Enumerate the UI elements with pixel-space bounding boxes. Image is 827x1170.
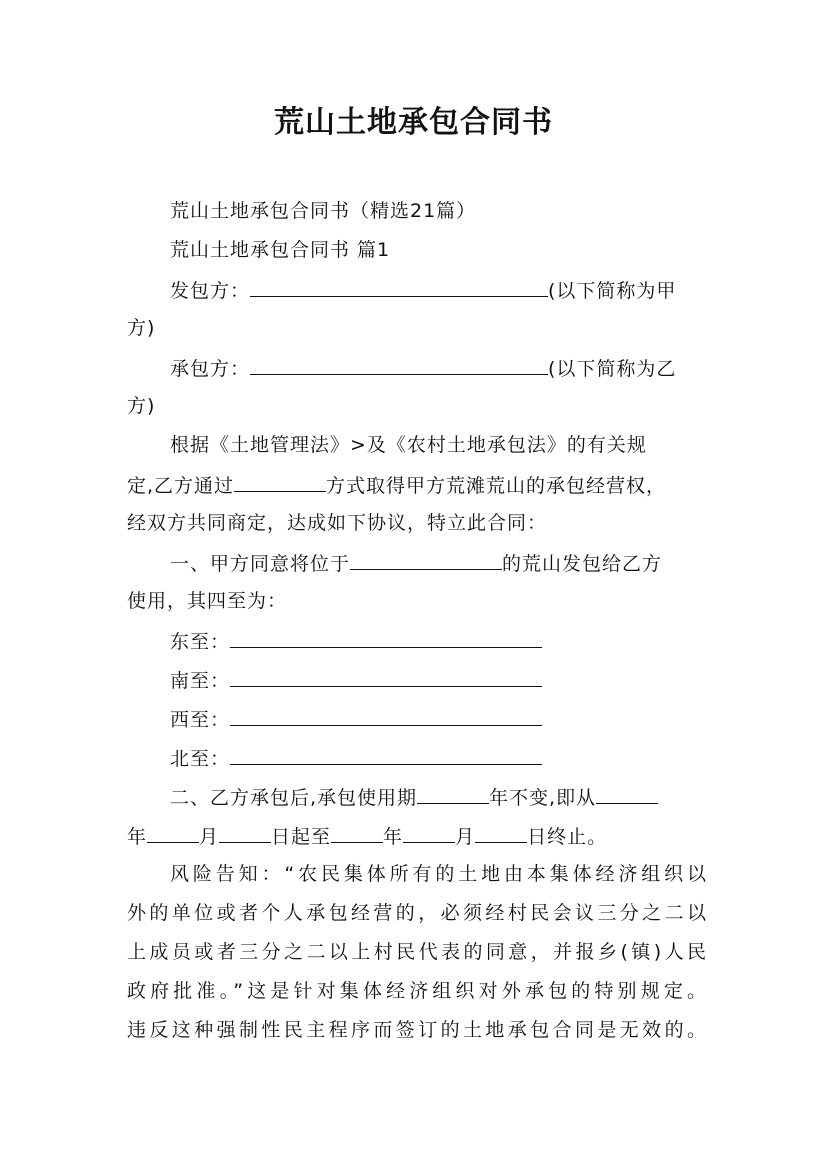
boundary-label: 东至： [170,631,231,653]
fabao-line [170,276,707,304]
document-subtitle: 荒山土地承包合同书（精选21篇） [170,200,477,222]
location-blank[interactable] [350,549,502,570]
text-fragment: 日终止。 [527,826,608,848]
paragraph-line: 政府批准。”这是针对集体经济组织对外承包的特别规定。 [127,980,707,1002]
end-month-blank[interactable] [403,822,455,843]
text-fragment: 年 [383,826,404,848]
text-fragment: 二、乙方承包后,承包使用期 [170,787,418,809]
fabao-blank[interactable] [250,276,548,297]
chengbao-label: 承包方： [170,358,251,380]
term-years-blank[interactable] [417,783,489,804]
paragraph-line [170,549,707,577]
section-heading: 荒山土地承包合同书 篇1 [170,239,391,261]
boundary-east [170,627,707,655]
text-fragment: 年不变,即从 [489,787,597,809]
text-fragment: 年 [127,826,148,848]
east-blank[interactable] [230,627,542,648]
chengbao-line [170,354,707,382]
method-blank[interactable] [234,471,326,492]
north-blank[interactable] [230,744,542,765]
document-title: 荒山土地承包合同书 [274,105,553,140]
boundary-label: 北至： [170,748,231,770]
fabao-suffix: (以下简称为甲 [548,280,677,302]
paragraph-line: 违反这种强制性民主程序而签订的土地承包合同是无效的。 [127,1019,707,1041]
fabao-cont: 方) [127,317,156,339]
text-fragment: 一、甲方同意将位于 [170,553,351,575]
paragraph-line [127,471,707,499]
paragraph-line: 外的单位或者个人承包经营的，必须经村民会议三分之二以 [127,902,707,924]
text-fragment: 月 [455,826,476,848]
chengbao-suffix: (以下简称为乙 [548,358,677,380]
text-fragment: 月 [199,826,220,848]
text-fragment: 的荒山发包给乙方 [502,553,663,575]
boundary-label: 西至： [170,709,231,731]
west-blank[interactable] [230,705,542,726]
boundary-north [170,744,707,772]
start-year-blank[interactable] [596,783,658,804]
boundary-west [170,705,707,733]
paragraph-line: 使用，其四至为： [127,590,288,612]
chengbao-cont: 方) [127,395,156,417]
start-day-blank[interactable] [219,822,271,843]
text-fragment: 日起至 [271,826,332,848]
paragraph-line: 根据《土地管理法》>及《农村土地承包法》的有关规 [170,434,647,456]
start-month-blank[interactable] [147,822,199,843]
paragraph-line [127,822,707,850]
boundary-label: 南至： [170,670,231,692]
south-blank[interactable] [230,666,542,687]
boundary-south [170,666,707,694]
paragraph-line [170,783,707,811]
text-fragment: 定,乙方通过 [127,475,235,497]
paragraph-line: 风险告知：“农民集体所有的土地由本集体经济组织以 [170,863,707,885]
end-day-blank[interactable] [475,822,527,843]
chengbao-blank[interactable] [250,354,548,375]
text-fragment: 方式取得甲方荒滩荒山的承包经营权， [326,475,667,497]
fabao-label: 发包方： [170,280,251,302]
paragraph-line: 经双方共同商定，达成如下协议，特立此合同： [127,512,548,534]
paragraph-line: 上成员或者三分之二以上村民代表的同意，并报乡(镇)人民 [127,941,707,963]
end-year-blank[interactable] [331,822,383,843]
